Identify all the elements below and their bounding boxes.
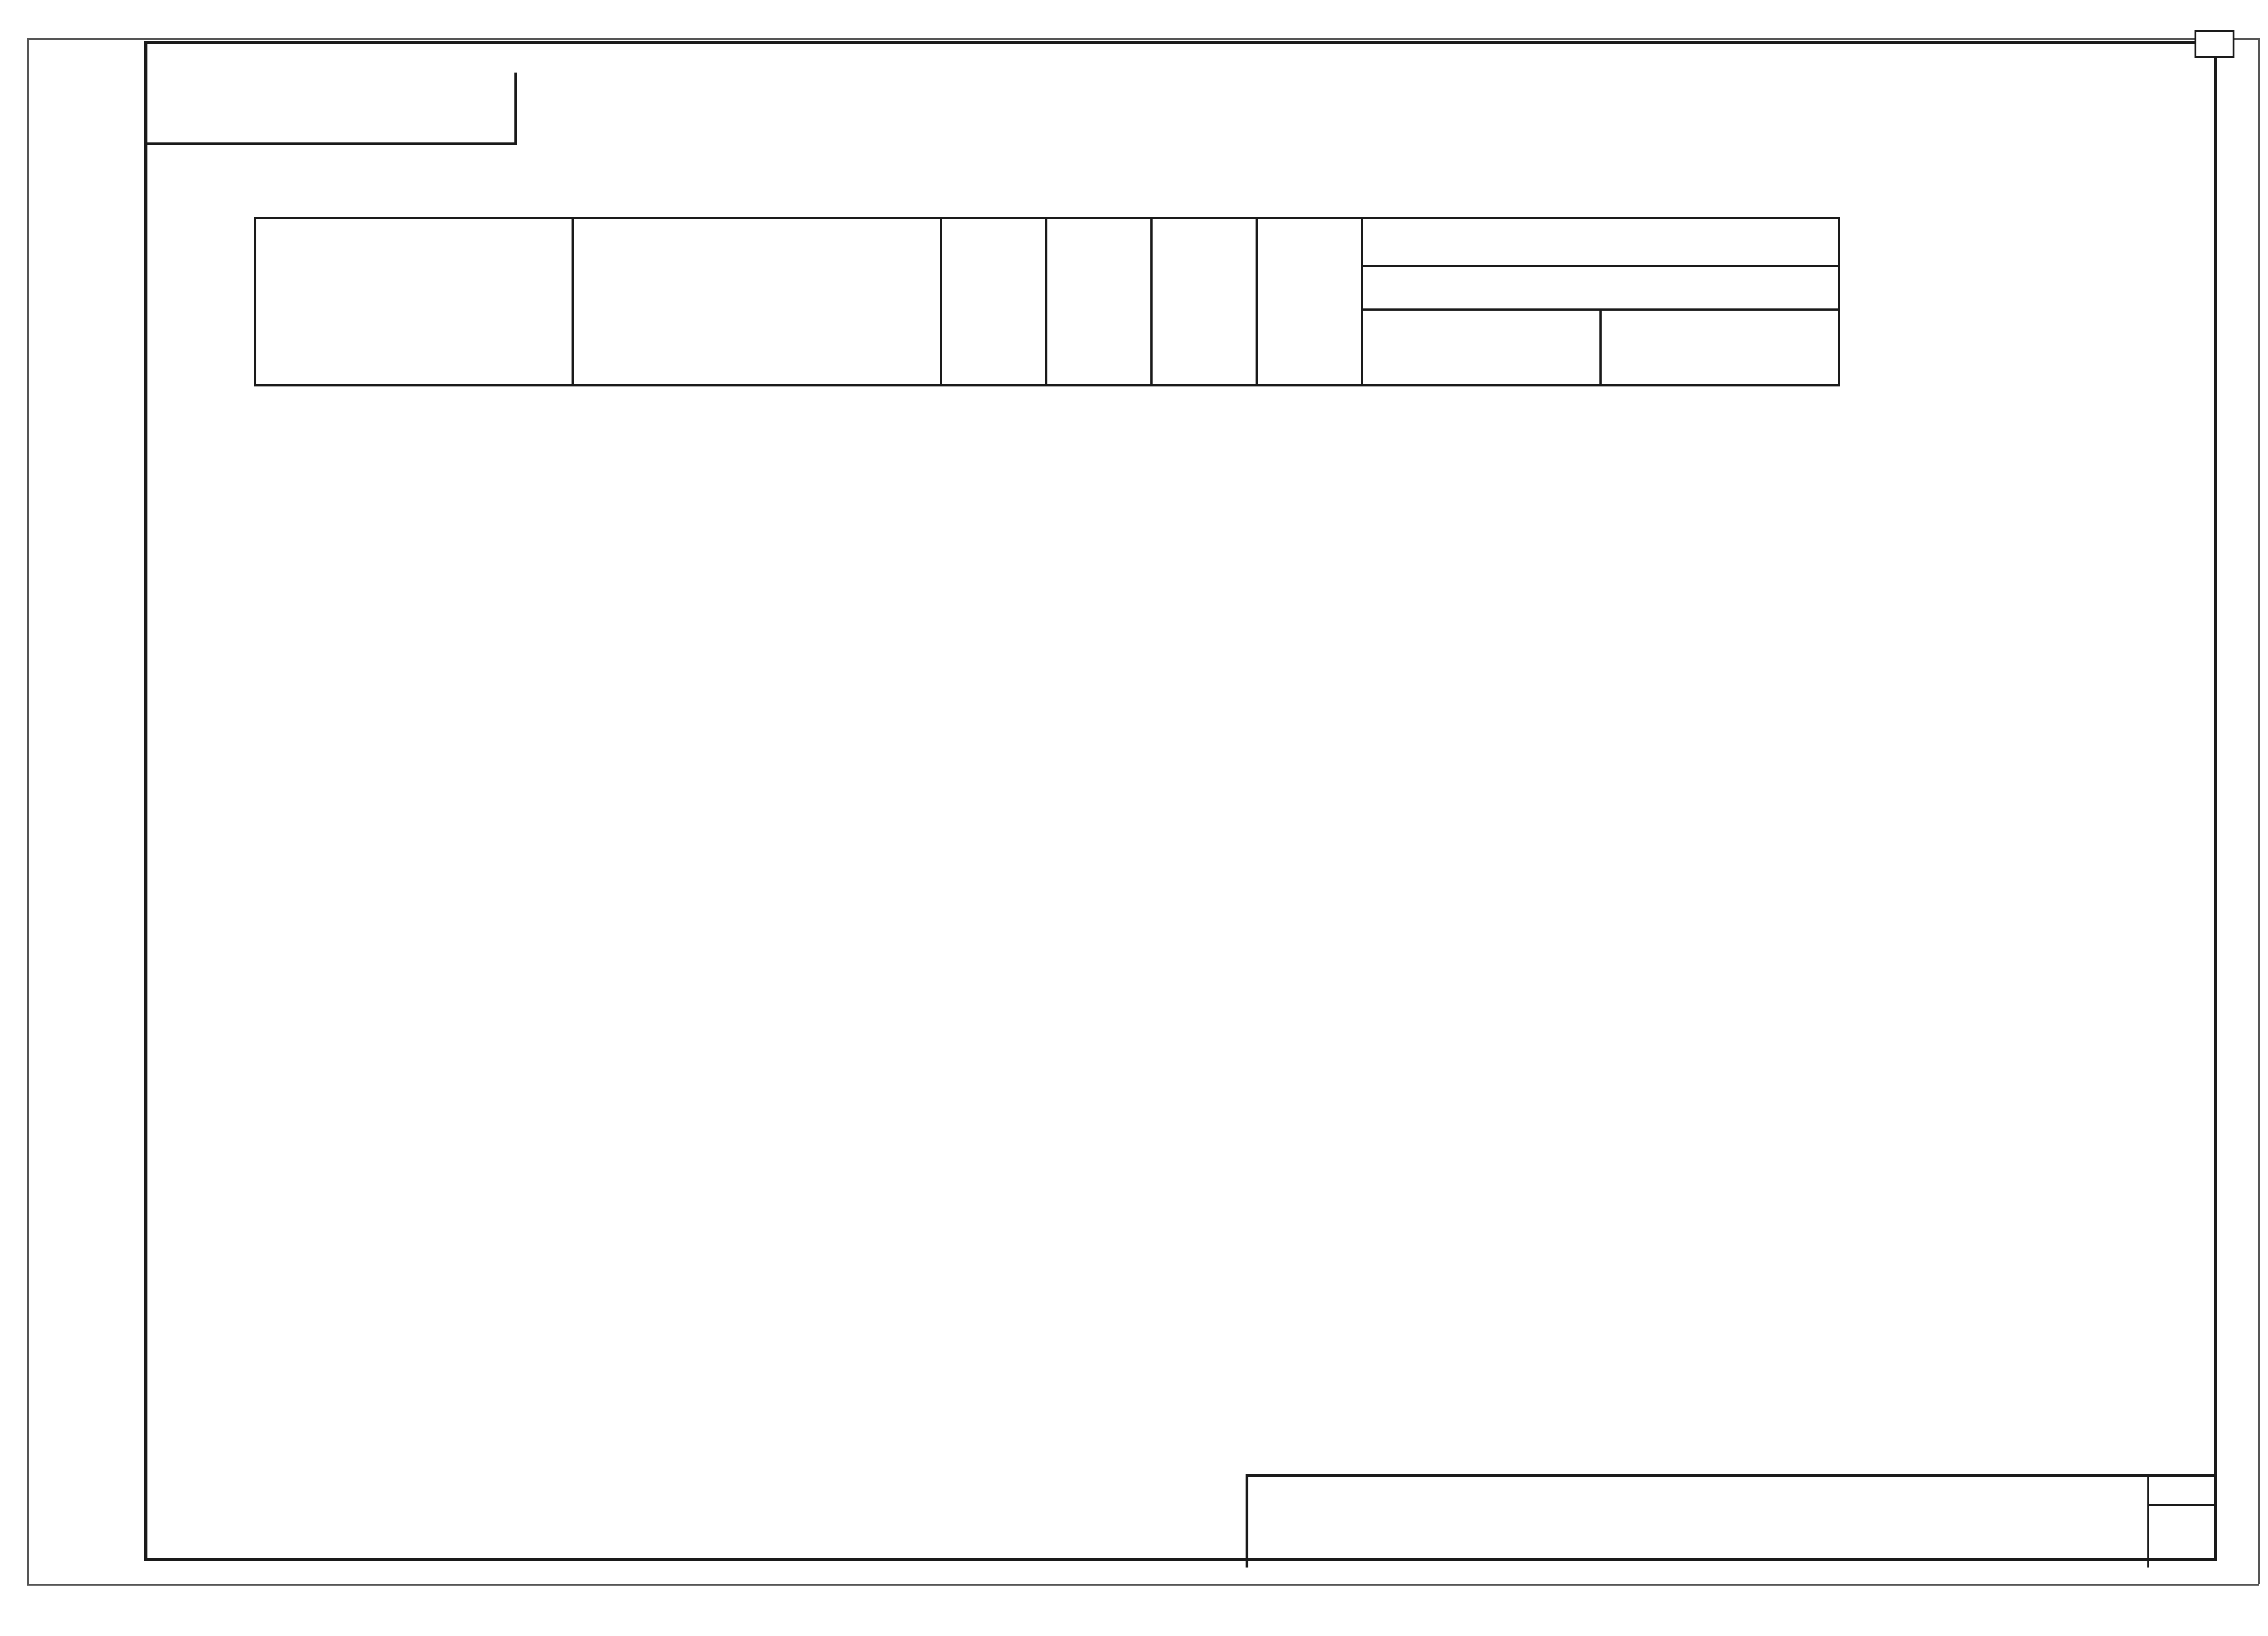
header-designation [255, 218, 573, 386]
header-mass [1362, 218, 1839, 266]
outer-frame-bottom [27, 1584, 2259, 1586]
title-block-grid [1248, 1477, 1585, 1568]
title-block-sheet-label [2149, 1479, 2217, 1506]
outer-frame-left [27, 38, 29, 1584]
header-code [573, 218, 941, 386]
header-dk [941, 218, 1046, 386]
header-a08 [1362, 310, 1601, 386]
header-L [1257, 218, 1362, 386]
header-material [1362, 266, 1839, 310]
header-code-box [144, 73, 517, 145]
outer-frame-top [27, 38, 2259, 40]
header-c05 [1601, 310, 1839, 386]
header-dm [1046, 218, 1152, 386]
title-block-sheet [2147, 1477, 2217, 1568]
corner-sheet-number [2195, 30, 2234, 58]
outer-frame-right [2258, 38, 2260, 1584]
header-Dk [1152, 218, 1257, 386]
title-block [1246, 1474, 2217, 1568]
side-stamp [73, 798, 144, 1572]
specification-table [254, 217, 1840, 386]
